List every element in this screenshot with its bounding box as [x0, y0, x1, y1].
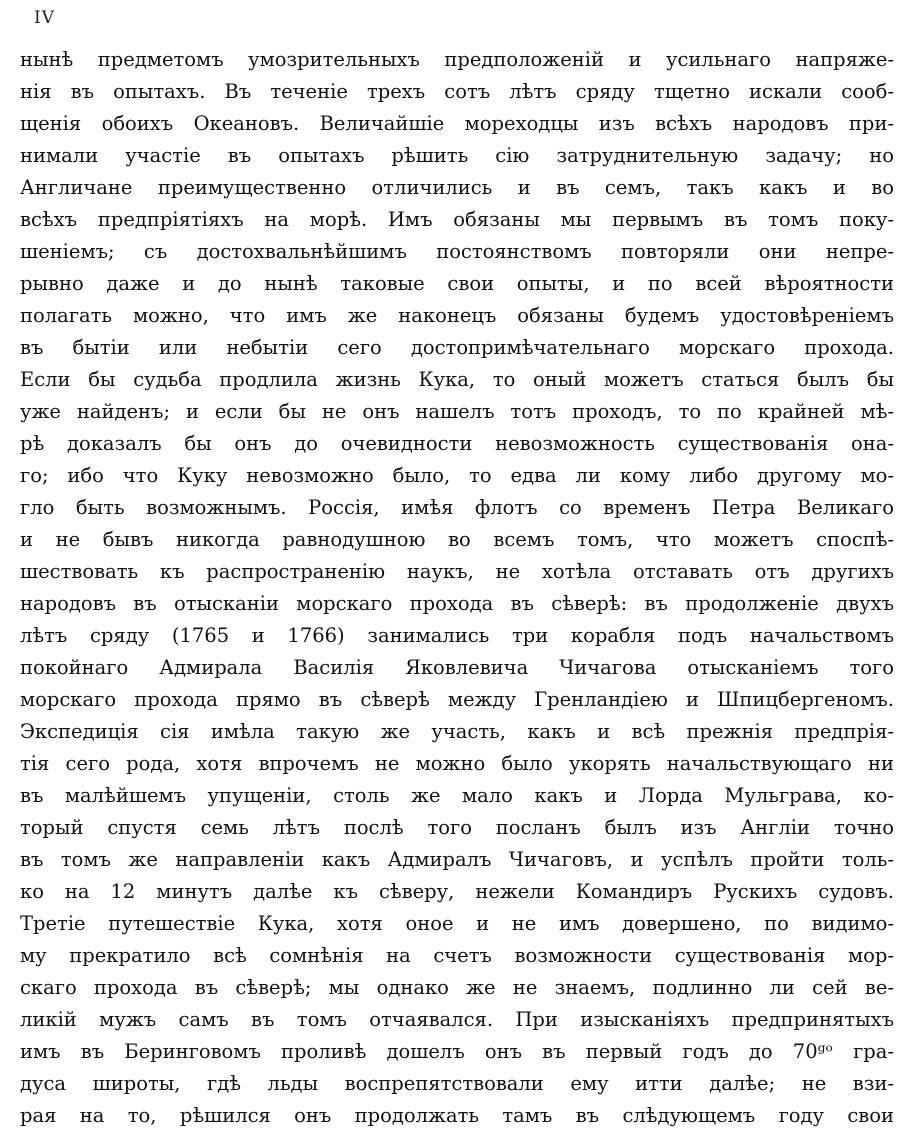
text-line: скаго прохода въ сѣверѣ; мы однако же не знаемъ, подлинно ли сей ве- [20, 976, 894, 999]
text-line: Англичане преимущественно отличились и въ семъ, такъ какъ и во [20, 176, 894, 199]
text-line: рѣ доказалъ бы онъ до очевидности невозможность существованія она- [20, 432, 894, 455]
text-line: нимали участіе въ опытахъ рѣшить сію затруднительную задачу; но [20, 144, 894, 167]
body-text [20, 44, 894, 1132]
text-line: щенія обоихъ Океановъ. Величайшіе мореходцы изъ всѣхъ народовъ при- [20, 112, 894, 135]
text-line: нія въ опытахъ. Въ теченіе трехъ сотъ лѣтъ сряду тщетно искали сооб- [20, 80, 894, 103]
text-line: рывно даже и до нынѣ таковые свои опыты, и по всей вѣроятности [20, 272, 894, 295]
text-line: гло быть возможнымъ. Россія, имѣя флотъ со временъ Петра Великаго [20, 496, 894, 519]
text-line: уже найденъ; и если бы не онъ нашелъ тотъ проходъ, то по крайней мѣ- [20, 400, 894, 423]
text-line: торый спустя семь лѣтъ послѣ того посланъ былъ изъ Англіи точно [20, 816, 894, 839]
text-line: въ малѣйшемъ упущеніи, столь же мало какъ и Лорда Мульграва, ко- [20, 784, 894, 807]
text-line: шеніемъ; съ достохвальнѣйшимъ постоянствомъ повторяли они непре- [20, 240, 894, 263]
text-line: го; ибо что Куку невозможно было, то едва ли кому либо другому мо- [20, 464, 894, 487]
text-line: и не бывъ никогда равнодушною во всемъ томъ, что можетъ споспѣ- [20, 528, 894, 551]
text-line: Третіе путешествіе Кука, хотя оное и не имъ довершено, по видимо- [20, 912, 894, 935]
text-line: покойнаго Адмирала Василія Яковлевича Чичагова отысканіемъ того [20, 656, 894, 679]
text-line: Экспедиція сія имѣла такую же участь, какъ и всѣ прежнія предпрія- [20, 720, 894, 743]
text-line: въ бытіи или небытіи сего достопримѣчательнаго морскаго прохода. [20, 336, 894, 359]
text-line: имъ въ Беринговомъ проливѣ дошелъ онъ въ первый годъ до 70ᵍᵒ гра- [20, 1040, 894, 1063]
text-line: рая на то, рѣшился онъ продолжать тамъ въ слѣдующемъ году свои [20, 1104, 894, 1127]
text-line: народовъ въ отысканіи морскаго прохода въ сѣверѣ: въ продолженіе двухъ [20, 592, 894, 615]
text-line: морскаго прохода прямо въ сѣверѣ между Гренландіею и Шпицбергеномъ. [20, 688, 894, 711]
text-line: дуса широты, гдѣ льды воспрепятствовали ему итти далѣе; не взи- [20, 1072, 894, 1095]
text-line: въ томъ же направленіи какъ Адмиралъ Чичаговъ, и успѣлъ пройти толь- [20, 848, 894, 871]
text-line: шествовать къ распространенію наукъ, не хотѣла отставать отъ другихъ [20, 560, 894, 583]
text-line: Если бы судьба продлила жизнь Кука, то оный можетъ статься былъ бы [20, 368, 894, 391]
text-line: всѣхъ предпріятіяхъ на морѣ. Имъ обязаны мы первымъ въ томъ поку- [20, 208, 894, 231]
text-line: полагать можно, что имъ же наконецъ обязаны будемъ удостовѣреніемъ [20, 304, 894, 327]
page-number: IV [34, 8, 55, 28]
text-line: ликій мужъ самъ въ томъ отчаявался. При изысканіяхъ предпринятыхъ [20, 1008, 894, 1031]
text-line: лѣтъ сряду (1765 и 1766) занимались три корабля подъ начальствомъ [20, 624, 894, 647]
text-line: тія сего рода, хотя впрочемъ не можно было укорять начальствующаго ни [20, 752, 894, 775]
text-line: нынѣ предметомъ умозрительныхъ предположеній и усильнаго напряже- [20, 48, 894, 71]
text-line: му прекратило всѣ сомнѣнія на счетъ возможности существованія мор- [20, 944, 894, 967]
text-line: ко на 12 минутъ далѣе къ сѣверу, нежели Командиръ Рускихъ судовъ. [20, 880, 894, 903]
